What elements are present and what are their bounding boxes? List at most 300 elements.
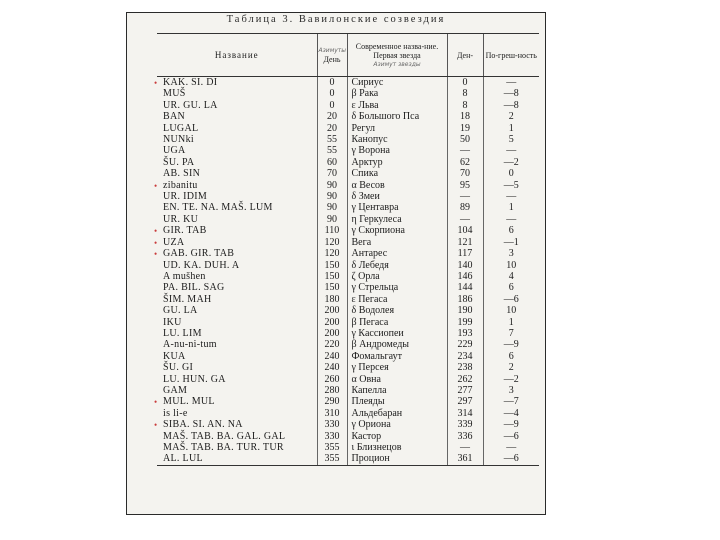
cell-period-text: —	[506, 442, 517, 453]
cell-day-text: 260	[324, 373, 340, 385]
cell-name-text: KUA	[163, 350, 186, 362]
cell-star-text: ε Пегаса	[351, 293, 388, 305]
cell-den	[447, 180, 483, 191]
table-row	[157, 282, 539, 293]
cell-name	[157, 271, 317, 282]
cell-day	[317, 271, 347, 282]
table-row	[157, 77, 539, 89]
cell-day	[317, 453, 347, 465]
cell-day-text: 310	[324, 407, 340, 419]
cell-star-text: β Пегаса	[351, 316, 389, 328]
cell-day	[317, 419, 347, 430]
cell-star	[347, 362, 447, 373]
cell-day	[317, 225, 347, 236]
cell-den-text: 121	[457, 236, 473, 248]
table-row	[157, 157, 539, 168]
cell-star-text: ε Льва	[351, 99, 379, 111]
cell-name-text: ŠU. GI	[163, 362, 194, 374]
cell-star	[347, 305, 447, 316]
cell-day-text: 0	[329, 88, 335, 100]
cell-name-text: UD. KA. DUH. A	[163, 259, 240, 271]
cell-den-text: 262	[457, 373, 473, 385]
cell-star	[347, 374, 447, 385]
table-row	[157, 100, 539, 111]
cell-period	[483, 317, 539, 328]
cell-den-text: 238	[457, 362, 473, 374]
cell-period	[483, 442, 539, 453]
cell-day-text: 90	[327, 213, 337, 225]
cell-day	[317, 328, 347, 339]
cell-star	[347, 134, 447, 145]
cell-name-text: IKU	[163, 316, 182, 328]
cell-den-text: 95	[460, 179, 470, 191]
table-row	[157, 271, 539, 282]
cell-star-text: β Андромеды	[351, 339, 409, 351]
table-row	[157, 442, 539, 453]
cell-period-text: —7	[503, 396, 519, 408]
cell-period	[483, 248, 539, 259]
cell-star	[347, 88, 447, 99]
cell-star	[347, 260, 447, 271]
cell-name-text: MUŠ	[163, 88, 186, 100]
red-dot-marker-icon: •	[154, 237, 158, 248]
cell-period	[483, 134, 539, 145]
cell-den	[447, 408, 483, 419]
cell-day	[317, 442, 347, 453]
cell-name	[157, 431, 317, 442]
cell-den-text: 117	[457, 248, 473, 260]
cell-day-text: 280	[324, 384, 340, 396]
cell-day-text: 150	[324, 259, 340, 271]
table-row	[157, 317, 539, 328]
cell-name-text: BAN	[163, 111, 186, 123]
cell-name-text: LU. LIM	[163, 327, 202, 339]
cell-day-text: 200	[324, 327, 340, 339]
cell-day	[317, 396, 347, 407]
cell-period-text: —6	[503, 293, 519, 305]
cell-star	[347, 123, 447, 134]
document-scan	[126, 12, 546, 515]
cell-star-text: Арктур	[351, 156, 383, 168]
cell-day	[317, 88, 347, 99]
cell-day-text: 355	[324, 442, 340, 453]
cell-star	[347, 157, 447, 168]
cell-name-text: AL. LUL	[163, 453, 203, 465]
cell-period	[483, 385, 539, 396]
cell-den-text: 314	[457, 407, 473, 419]
cell-period-text: —6	[503, 430, 519, 442]
cell-name	[154, 419, 317, 431]
cell-name-text: GAM	[163, 384, 188, 396]
cell-name	[157, 202, 317, 213]
cell-star-text: Антарес	[351, 248, 388, 260]
table-row	[157, 385, 539, 396]
cell-name	[157, 100, 317, 111]
cell-day	[317, 282, 347, 293]
cell-name-text: ŠIM. MAH	[163, 293, 212, 305]
cell-star	[347, 442, 447, 453]
table-row	[157, 419, 539, 430]
table-row	[157, 191, 539, 202]
table-row	[157, 134, 539, 145]
cell-den-text: 104	[457, 225, 473, 237]
cell-day	[317, 214, 347, 225]
handwritten-note-star: Азимут звезды	[373, 60, 421, 68]
table-row	[157, 328, 539, 339]
cell-period-text: —2	[503, 156, 519, 168]
cell-period-text: —6	[503, 453, 519, 465]
cell-den	[447, 339, 483, 350]
cell-star	[347, 294, 447, 305]
cell-star	[347, 419, 447, 430]
cell-day-text: 330	[324, 430, 340, 442]
cell-name	[157, 214, 317, 225]
cell-den-text: 50	[460, 134, 470, 146]
cell-period-text: 6	[508, 282, 514, 294]
cell-day-text: 110	[324, 225, 340, 237]
cell-day-text: 55	[327, 134, 337, 146]
cell-day-text: 55	[327, 145, 337, 157]
cell-day-text: 120	[324, 248, 340, 260]
cell-den	[447, 77, 483, 89]
table-row	[157, 123, 539, 134]
cell-period	[483, 328, 539, 339]
cell-name	[154, 77, 317, 89]
cell-star	[347, 431, 447, 442]
cell-day	[317, 294, 347, 305]
cell-den	[447, 157, 483, 168]
cell-period	[483, 145, 539, 156]
cell-star	[347, 396, 447, 407]
cell-den-text: 297	[457, 396, 473, 408]
cell-star-text: Вега	[351, 236, 372, 248]
cell-den-text: 144	[457, 282, 473, 294]
cell-star-text: γ Скорпиона	[351, 225, 405, 237]
cell-period-text: 0	[508, 168, 514, 180]
cell-period	[483, 339, 539, 350]
cell-period	[483, 351, 539, 362]
cell-star	[347, 145, 447, 156]
cell-den	[447, 202, 483, 213]
cell-period	[483, 191, 539, 202]
cell-period	[483, 419, 539, 430]
cell-star-text: Регул	[351, 122, 376, 134]
cell-star	[347, 328, 447, 339]
cell-den	[447, 111, 483, 122]
cell-den	[447, 271, 483, 282]
cell-den	[447, 191, 483, 202]
cell-den	[447, 419, 483, 430]
cell-period	[483, 214, 539, 225]
cell-name-text: UR. IDIM	[163, 191, 208, 203]
cell-day-text: 60	[327, 156, 337, 168]
cell-day-text: 220	[324, 339, 340, 351]
cell-den-text: —	[460, 145, 470, 157]
cell-period-text: 3	[508, 384, 514, 396]
table-row	[157, 111, 539, 122]
table-row	[157, 408, 539, 419]
cell-den	[447, 145, 483, 156]
cell-name	[157, 88, 317, 99]
cell-star	[347, 180, 447, 191]
cell-den	[447, 374, 483, 385]
cell-period-text: 5	[508, 134, 514, 146]
cell-name-text: MAŠ. TAB. BA. TUR. TUR	[163, 442, 284, 453]
cell-period-text: —	[506, 213, 517, 225]
cell-period-text: —2	[503, 373, 519, 385]
cell-day	[317, 180, 347, 191]
cell-period	[483, 453, 539, 465]
cell-period-text: —4	[503, 407, 519, 419]
cell-star-text: γ Ориона	[351, 419, 391, 431]
cell-star	[347, 214, 447, 225]
cell-name-text: GAB. GIR. TAB	[163, 248, 235, 260]
cell-name	[157, 282, 317, 293]
cell-name	[157, 317, 317, 328]
cell-period	[483, 123, 539, 134]
cell-den-text: 0	[462, 77, 468, 88]
cell-name	[157, 351, 317, 362]
cell-period	[483, 237, 539, 248]
cell-name	[157, 385, 317, 396]
cell-name-text: A mušhen	[163, 270, 206, 282]
cell-period-text: —9	[503, 339, 519, 351]
cell-name-text: UR. KU	[163, 213, 199, 225]
cell-star	[347, 385, 447, 396]
table-row	[157, 225, 539, 236]
cell-star	[347, 225, 447, 236]
cell-day	[317, 339, 347, 350]
cell-star	[347, 202, 447, 213]
cell-period-text: —	[506, 191, 517, 203]
cell-name-text: GIR. TAB	[163, 225, 207, 237]
cell-den-text: 70	[460, 168, 470, 180]
cell-name	[157, 145, 317, 156]
cell-name-text: SIBA. SI. AN. NA	[163, 419, 243, 431]
cell-day-text: 200	[324, 305, 340, 317]
cell-period	[483, 225, 539, 236]
cell-den	[447, 305, 483, 316]
cell-name-text: UR. GU. LA	[163, 99, 218, 111]
cell-day-text: 90	[327, 179, 337, 191]
cell-period	[483, 408, 539, 419]
cell-day-text: 70	[327, 168, 337, 180]
cell-name-text: ŠU. PA	[163, 156, 195, 168]
cell-period	[483, 157, 539, 168]
cell-period-text: 4	[508, 270, 514, 282]
table-row	[157, 339, 539, 350]
table-row	[157, 351, 539, 362]
table-row	[157, 180, 539, 191]
cell-name-text: zibanitu	[163, 179, 198, 191]
cell-day	[317, 317, 347, 328]
cell-period	[483, 282, 539, 293]
header-star: Современное назва-ние. Первая звезда Азимут звезды	[347, 34, 447, 77]
cell-name-text: EN. TE. NA. MAŠ. LUM	[163, 202, 273, 214]
cell-star-text: α Овна	[351, 373, 381, 385]
cell-name	[154, 179, 317, 191]
cell-period	[483, 374, 539, 385]
cell-day-text: 90	[327, 202, 337, 214]
cell-day	[317, 237, 347, 248]
cell-day	[317, 202, 347, 213]
cell-day	[317, 134, 347, 145]
cell-den	[447, 260, 483, 271]
cell-star-text: δ Змеи	[351, 191, 380, 203]
cell-period	[483, 396, 539, 407]
cell-name	[157, 339, 317, 350]
cell-star-text: Канопус	[351, 134, 388, 146]
cell-name	[157, 157, 317, 168]
cell-name	[157, 328, 317, 339]
cell-den	[447, 282, 483, 293]
cell-star	[347, 191, 447, 202]
cell-day-text: 355	[324, 453, 340, 465]
cell-day	[317, 431, 347, 442]
cell-star	[347, 237, 447, 248]
cell-star-text: β Рака	[351, 88, 379, 100]
cell-name	[157, 453, 317, 465]
cell-star	[347, 248, 447, 259]
cell-period-text: —5	[503, 179, 519, 191]
cell-star-text: Плеяды	[351, 396, 385, 408]
cell-star-text: γ Центавра	[351, 202, 399, 214]
cell-den-text: 336	[457, 430, 473, 442]
cell-star-text: γ Персея	[351, 362, 389, 374]
cell-den	[447, 237, 483, 248]
table-row	[157, 396, 539, 407]
red-dot-marker-icon: •	[154, 78, 158, 88]
table-row	[157, 453, 539, 465]
cell-star	[347, 111, 447, 122]
cell-day	[317, 385, 347, 396]
cell-name	[157, 260, 317, 271]
cell-name	[157, 191, 317, 202]
cell-name	[157, 362, 317, 373]
cell-den	[447, 123, 483, 134]
cell-den	[447, 442, 483, 453]
cell-name-text: is li-e	[163, 407, 188, 419]
cell-name	[157, 123, 317, 134]
cell-day-text: 90	[327, 191, 337, 203]
cell-day-text: 150	[324, 270, 340, 282]
red-dot-marker-icon: •	[154, 249, 158, 260]
cell-star-text: Альдебаран	[351, 407, 403, 419]
cell-day	[317, 145, 347, 156]
cell-den-text: 229	[457, 339, 473, 351]
cell-den-text: 193	[457, 327, 473, 339]
cell-period	[483, 180, 539, 191]
cell-den-text: 199	[457, 316, 473, 328]
cell-star	[347, 77, 447, 89]
cell-den	[447, 225, 483, 236]
cell-period	[483, 202, 539, 213]
cell-star-text: δ Водолея	[351, 305, 395, 317]
cell-den	[447, 453, 483, 465]
cell-day-text: 290	[324, 396, 340, 408]
table-row	[157, 305, 539, 316]
cell-name	[157, 294, 317, 305]
header-den: Ден-	[447, 34, 483, 77]
cell-day-text: 330	[324, 419, 340, 431]
cell-day-text: 180	[324, 293, 340, 305]
cell-day-text: 20	[327, 111, 337, 123]
cell-den-text: 186	[457, 293, 473, 305]
cell-period	[483, 431, 539, 442]
cell-day	[317, 157, 347, 168]
cell-day	[317, 362, 347, 373]
cell-den-text: 361	[457, 453, 473, 465]
table-row	[157, 431, 539, 442]
table-header-row	[157, 34, 539, 77]
cell-star-text: γ Кассиопеи	[351, 327, 404, 339]
cell-star-text: δ Большого Пса	[351, 111, 420, 123]
cell-name	[154, 236, 317, 248]
constellations-table	[154, 33, 539, 466]
cell-name-text: GU. LA	[163, 305, 198, 317]
cell-den-text: —	[460, 213, 470, 225]
cell-day-text: 20	[327, 122, 337, 134]
cell-star	[347, 282, 447, 293]
cell-day	[317, 111, 347, 122]
table-row	[157, 168, 539, 179]
cell-star	[347, 100, 447, 111]
red-dot-marker-icon: •	[154, 226, 158, 237]
cell-day	[317, 351, 347, 362]
cell-day	[317, 191, 347, 202]
cell-den-text: 146	[457, 270, 473, 282]
cell-star-text: Спика	[351, 168, 379, 180]
cell-period-text: —	[506, 145, 517, 157]
cell-name	[157, 442, 317, 453]
cell-period	[483, 168, 539, 179]
cell-name-text: A-nu-ni-tum	[163, 339, 217, 351]
cell-day	[317, 374, 347, 385]
cell-star-text: ζ Орла	[351, 270, 380, 282]
cell-den-text: 190	[457, 305, 473, 317]
table-row	[157, 362, 539, 373]
table-row	[157, 248, 539, 259]
cell-den-text: 89	[460, 202, 470, 214]
cell-day	[317, 248, 347, 259]
cell-period-text: 1	[508, 316, 514, 328]
cell-name	[157, 134, 317, 145]
header-name: Название	[157, 34, 317, 77]
cell-period-text: —	[506, 77, 517, 88]
table-row	[157, 260, 539, 271]
cell-day-text: 200	[324, 316, 340, 328]
cell-den-text: 277	[457, 384, 473, 396]
cell-name-text: UGA	[163, 145, 186, 157]
cell-den-text: 19	[460, 122, 470, 134]
red-dot-marker-icon: •	[154, 397, 158, 408]
cell-den	[447, 100, 483, 111]
cell-name-text: NUNki	[163, 134, 194, 146]
cell-day-text: 0	[329, 77, 335, 88]
table-row	[157, 374, 539, 385]
cell-period-text: 6	[508, 350, 514, 362]
cell-den	[447, 317, 483, 328]
cell-name	[157, 305, 317, 316]
handwritten-note-day: Азимуты	[318, 47, 347, 54]
cell-den	[447, 385, 483, 396]
cell-den	[447, 328, 483, 339]
cell-den-text: 62	[460, 156, 470, 168]
cell-den-text: 339	[457, 419, 473, 431]
cell-name-text: MUL. MUL	[163, 396, 215, 408]
cell-name	[154, 225, 317, 237]
cell-star	[347, 317, 447, 328]
